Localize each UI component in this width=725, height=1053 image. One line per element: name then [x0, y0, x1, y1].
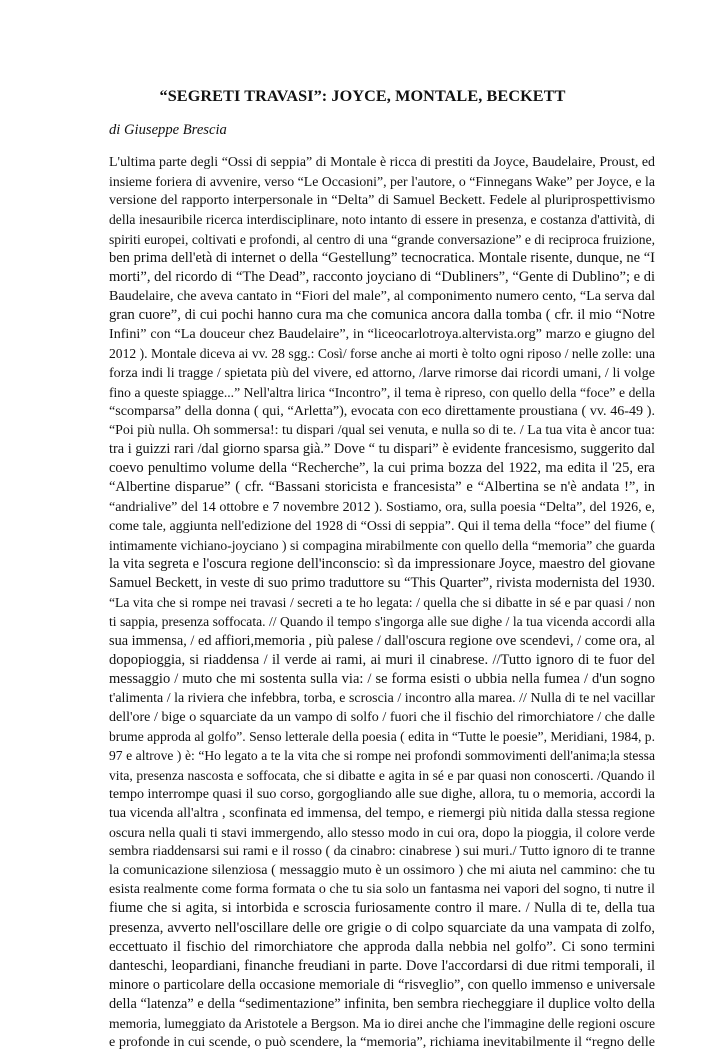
- body-line: tua vicenda all'altra , sconfinata ed immensa, del tempo, e riemergi più nitida dalla stessa regione: [109, 805, 655, 821]
- body-line: della inesauribile ricerca interdisciplinare, noto intanto di essere in presenza, e costanza d'attività, di: [109, 212, 655, 228]
- document-title: “SEGRETI TRAVASI”: JOYCE, MONTALE, BECKETT: [159, 87, 566, 105]
- body-line: sua immensa, / ed affiori,memoria , più palese / dall'oscura regione ove scendevi, / come ora, al: [109, 632, 655, 649]
- body-line: spiriti europei, coltivati e profondi, al centro di una “grande conversazione” e di reciproca fruizione,: [109, 231, 655, 247]
- body-line: danteschi, leopardiani, finanche freudiani in parte. Dove l'accordarsi di due ritmi temporali, il: [109, 957, 655, 974]
- body-line: fino a queste spiagge...” Nell'altra lirica “Incontro”, il tema è ripreso, con quello della “foce” e della: [109, 384, 655, 400]
- body-line: della “latenza” e della “sedimentazione” infinita, ben sembra riecheggiare il duplice volto della: [109, 996, 655, 1013]
- body-line: t'alimenta / la riviera che infebbra, torba, e scroscia / incontro alla marea. // Nulla di te nel vacillar: [109, 690, 655, 706]
- body-line: vita, presenza nascosta e soffocata, che si dibatte e agita in sé e par quasi non conoscerti. /Quando il: [109, 767, 655, 783]
- body-line: fiume che si agita, si intorbida e scroscia furiosamente contro il mare. / Nulla di te, della tua: [109, 900, 655, 917]
- body-line: dell'ore / bige o squarciate da un vampo di solfo / fuori che il fischio del rimorchiatore / che dalle: [109, 710, 655, 726]
- body-line: memoria, lumeggiato da Aristotele a Bergson. Ma io direi anche che l'immagine delle regioni oscure: [109, 1016, 655, 1032]
- body-line: oscura nella quali ti stavi immergendo, allo stesso modo in cui ora, dopo la pioggia, il colore verde: [109, 824, 655, 840]
- body-line: 97 e altrove ) è: “Ho legato a te la vita che si rompe nei profondi sommovimenti dell'anima;la stessa: [109, 748, 655, 764]
- body-line: morti”, del ricordo di “The Dead”, racconto joyciano di “Dubliners”, “Gente di Dublino”; e di: [109, 268, 655, 285]
- body-line: tempo interrompe quasi il suo corso, gorgogliando alle sue dighe, allora, tu o memoria, accordi la: [109, 786, 655, 802]
- body-line: “Poi più nulla. Oh sommersa!: tu dispari /qual sei venuta, e nulla so di te. / La tua vita è ancor tua:: [109, 422, 655, 438]
- body-line: Infini” con “La douceur chez Baudelaire”, in “liceocarlotroya.altervista.org” marzo e giugno del: [109, 326, 655, 343]
- body-line: “Albertine disparue” ( cfr. “Bassani storicista e francesista” e “Albertina se n'è andata !”, in: [109, 479, 655, 496]
- body-line: coevo penultimo volume della “Recherche”, la cui prima bozza del 1922, ma edita il '25, era: [109, 460, 655, 477]
- body-line: ben prima dell'età di internet o della “Gestellung” tecnocratica. Montale risente, dunque, ne “I: [109, 249, 655, 266]
- body-line: versione del rapporto interpersonale in “Delta” di Samuel Beckett. Fedele al pluriprospettivismo: [109, 192, 655, 209]
- body-line: e profonde in cui scende, o può scendere, la “memoria”, richiama inevitabilmente il “regno delle: [109, 1034, 655, 1051]
- body-line: gran cuore”, di cui pochi hanno cura ma che comunica ancora dalla tomba ( cfr. il mio “Notre: [109, 307, 655, 324]
- body-line: Samuel Beckett, in veste di suo primo traduttore su “This Quarter”, rivista modernista del 1930.: [109, 575, 655, 592]
- body-line: forza indi li tragge / spietata più del vivere, ed attorno, /larve rimorse dai ricordi umani, / li volge: [109, 365, 655, 381]
- body-line: insieme foriera di avvenire, verso “Le Occasioni”, per l'autore, o “Finnegans Wake” per Joyce, e la: [109, 174, 655, 190]
- body-line: la vita segreta e l'oscura regione dell'inconscio: sì da impressionare Joyce, maestro del giovane: [109, 555, 655, 572]
- body-line: sembra riaddensarsi sui rami e il rosso ( da cinabro: cinabrese ) sui muri./ Tutto ignoro di te tranne: [109, 844, 655, 860]
- body-line: “andrialive” del 14 ottobre e 7 novembre 2012 ). Sostiamo, ora, sulla poesia “Delta”, del 1926, e,: [109, 499, 655, 515]
- body-line: dopopioggia, si riaddensa / il verde ai rami, ai muri il cinabrese. //Tutto ignoro di te fuor del: [109, 651, 655, 668]
- body-line: intimamente vichiano-joyciano ) si compagina mirabilmente con quello della “memoria” che guarda: [109, 537, 655, 553]
- body-line: “La vita che si rompe nei travasi / secreti a te ho legata: / quella che si dibatte in sé e par quasi / non: [109, 595, 655, 611]
- body-line: esista realmente come forma formata o che tu sia solo un fantasma nei vapori del sogno, ti nutre il: [109, 882, 655, 898]
- body-line: “scomparsa” della donna ( qui, “Arletta”), evocata con eco direttamente proustiana ( vv. 46-49 ).: [109, 402, 655, 419]
- body-line: la comunicazione silenziosa ( messaggio muto è un ossimoro ) che mi aiuta nel cammino: che tu: [109, 862, 655, 879]
- body-line: brume approda al golfo”. Senso letterale della poesia ( edita in “Tutte le poesie”, Meridiani, 1984, p.: [109, 729, 655, 745]
- body-paragraph: [109, 153, 655, 1053]
- author-byline: di Giuseppe Brescia: [109, 122, 227, 138]
- body-line: L'ultima parte degli “Ossi di seppia” di Montale è ricca di prestiti da Joyce, Baudelaire, Proust, ed: [109, 155, 655, 170]
- body-line: come tale, aggiunta nell'edizione del 1928 di “Ossi di seppia”. Qui il tema della “foce” del fiume (: [109, 518, 655, 534]
- body-line: tra i guizzi rari /dal giorno sparsa già.” Dove “ tu dispari” è evidente francesismo, suggerito dal: [109, 441, 655, 458]
- body-line: 2012 ). Montale diceva ai vv. 28 sgg.: Così/ forse anche ai morti è tolto ogni riposo / nelle zolle: una: [109, 346, 655, 362]
- body-line: messaggio / muto che mi sostenta sulla via: / se forma esisti o ubbia nella fumea / d'un sogno: [109, 670, 655, 687]
- body-line: minore o particolare della occasione memoriale di “risveglio”, con quello immenso e universale: [109, 977, 655, 994]
- body-line: ti sappia, presenza soffocata. // Quando il tempo s'ingorga alle sue dighe / la tua vicenda accordi alla: [109, 614, 655, 630]
- body-line: Baudelaire, che aveva cantato in “Fiori del male”, al componimento numero cento, “La serva dal: [109, 287, 655, 304]
- body-line: eccettuato il fischio del rimorchiatore che approda dalla nebbia nel golfo”. Ci sono termini: [109, 938, 655, 955]
- body-line: presenza, avverto nell'oscillare delle ore grigie o di colpo squarciate da una vampata di zolfo,: [109, 919, 655, 936]
